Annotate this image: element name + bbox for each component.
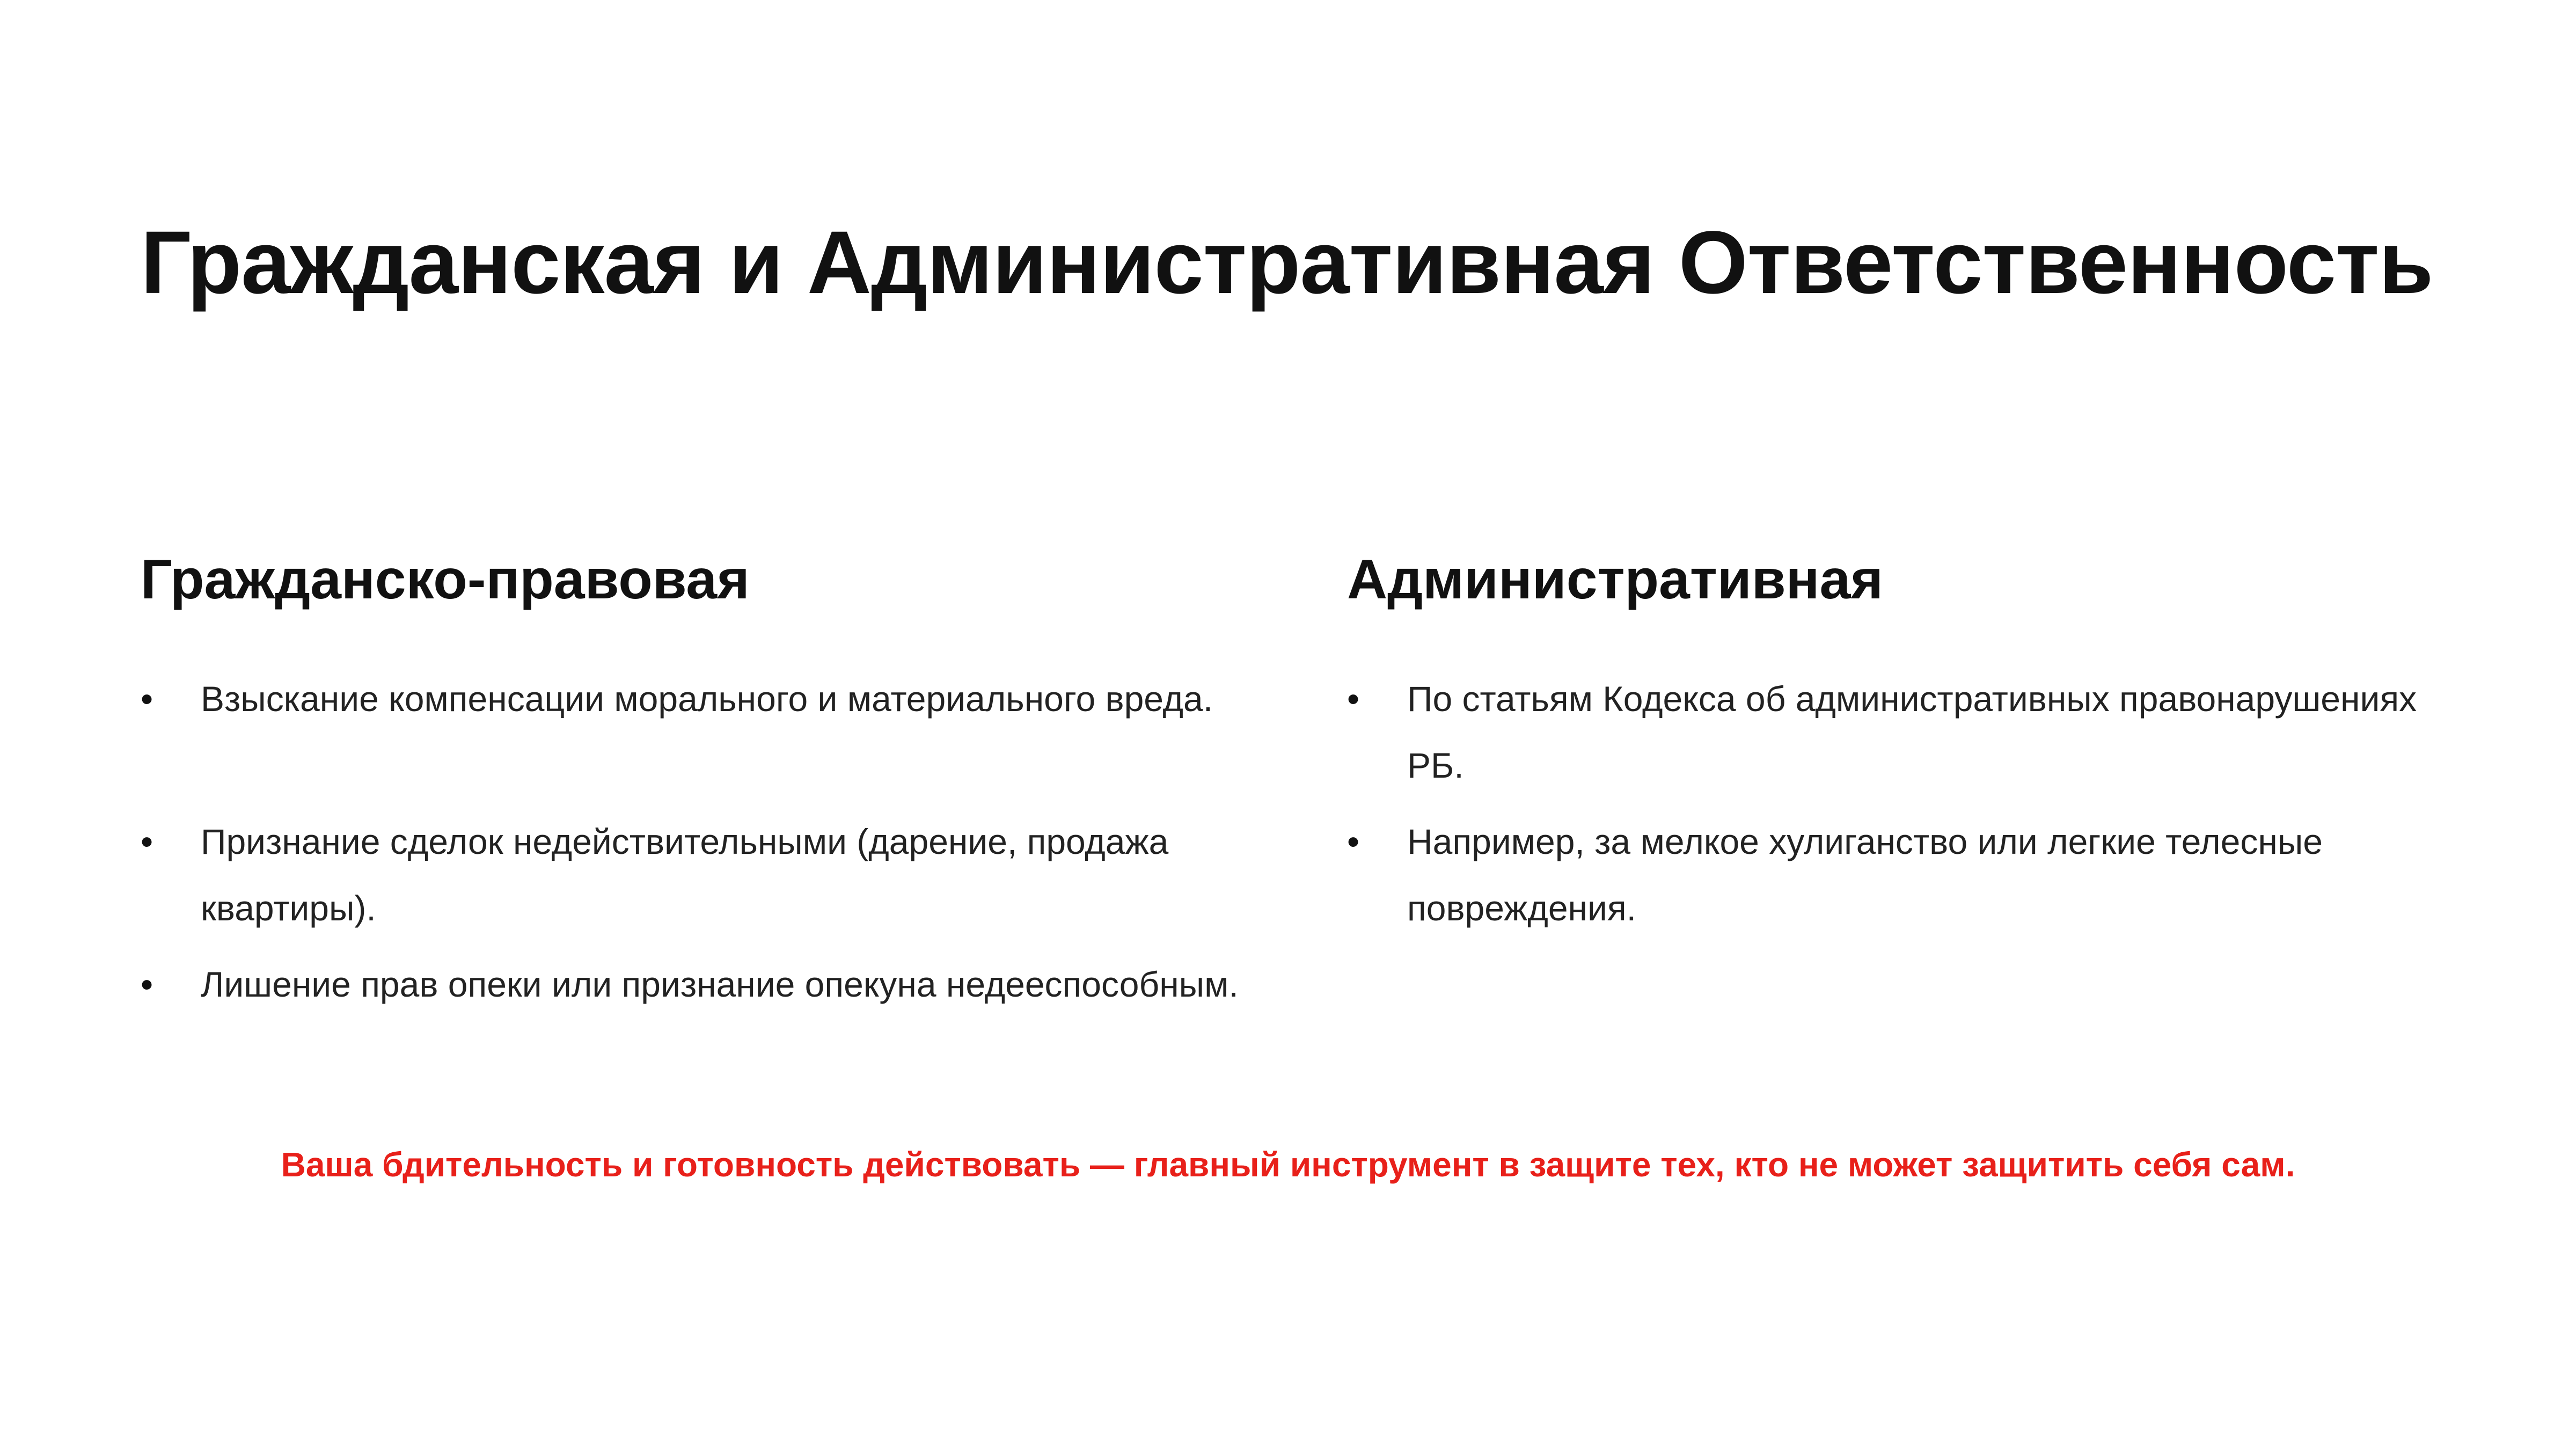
list-item [1347,665,2474,799]
bullet-icon: • [141,679,153,719]
bullet-icon: • [141,822,153,861]
bullet-text: Взыскание компенсации морального и материального вреда. [201,679,1213,719]
bullet-icon: • [141,964,153,1004]
bullet-text: Лишение прав опеки или признание опекуна недееспособным. [201,964,1239,1004]
bullet-icon: • [1347,679,1360,719]
bullet-icon: • [1347,822,1360,861]
list-item [1347,808,2474,941]
civil-liability-heading: Гражданско-правовая [141,548,750,611]
bullet-text: По статьям Кодекса об административных правонарушениях РБ. [1407,679,2417,785]
slide-title: Гражданская и Административная Ответственность [141,213,2433,312]
bullet-text: Признание сделок недействительными (дарение, продажа квартиры). [201,822,1169,928]
list-item [141,951,1268,1018]
administrative-liability-heading: Административная [1347,548,1884,611]
bullet-text: Например, за мелкое хулиганство или легкие телесные повреждения. [1407,822,2323,928]
list-item [141,665,1268,732]
callout-message: Ваша бдительность и готовность действовать — главный инструмент в защите тех, кто не может защитить себя сам. [281,1145,2295,1184]
administrative-liability-column [1347,542,2474,928]
civil-liability-column [141,542,1268,1004]
list-item [141,808,1268,941]
